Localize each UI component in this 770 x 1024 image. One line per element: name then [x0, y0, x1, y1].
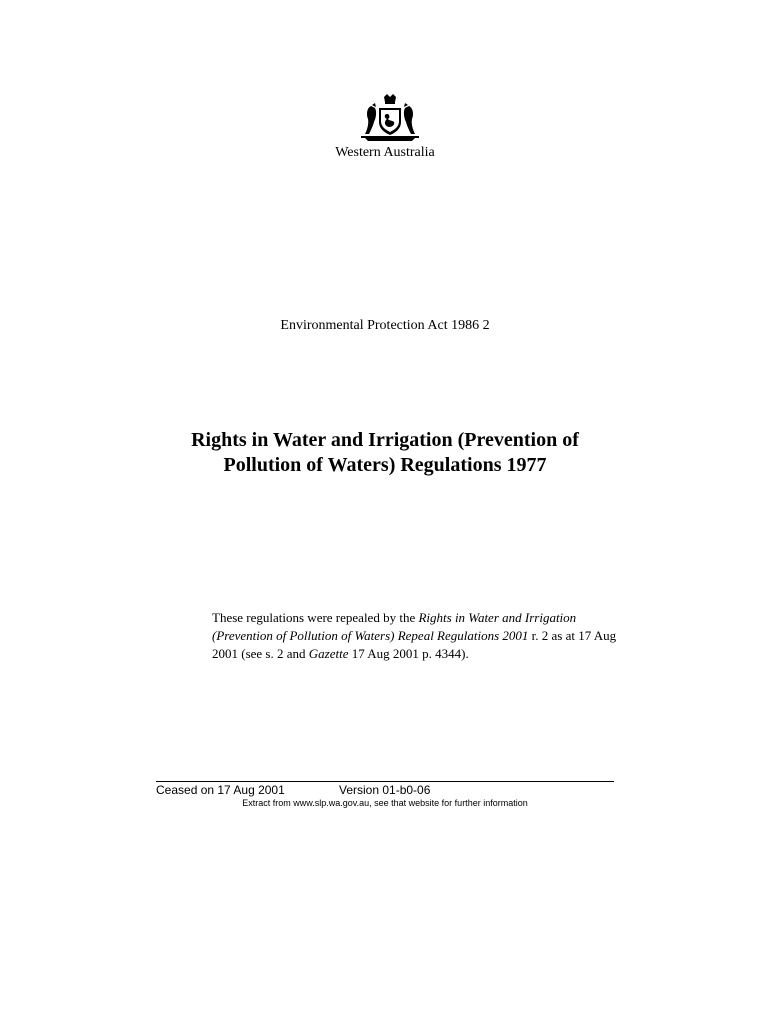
- parent-act-line: Environmental Protection Act 1986 2: [280, 318, 490, 333]
- version-label: Version 01-b0-06: [339, 783, 431, 797]
- extract-notice: Extract from www.slp.wa.gov.au, see that website for further information: [242, 798, 528, 808]
- jurisdiction-label: Western Australia: [335, 145, 435, 160]
- coat-of-arms-icon: [357, 94, 423, 144]
- repeal-note-text-1: These regulations were repealed by the: [212, 610, 419, 625]
- ceased-status: Ceased on 17 Aug 2001: [156, 783, 285, 797]
- gazette-label: Gazette: [308, 646, 349, 661]
- repeal-note-text-3: 17 Aug 2001 p. 4344).: [348, 646, 469, 661]
- repeal-note: [212, 609, 622, 663]
- document-title: [100, 428, 670, 478]
- repeal-note-text-2: r. 2 as at 17 Aug 2001 (see s. 2 and: [212, 628, 617, 661]
- title-line-2: Pollution of Waters) Regulations 1977: [223, 454, 547, 476]
- footer-divider: [156, 781, 614, 782]
- repealing-regulation-title: Rights in Water and Irrigation (Prevention of Pollution of Waters) Repeal Regulations 2001: [212, 610, 577, 643]
- title-line-1: Rights in Water and Irrigation (Prevention of: [191, 429, 579, 451]
